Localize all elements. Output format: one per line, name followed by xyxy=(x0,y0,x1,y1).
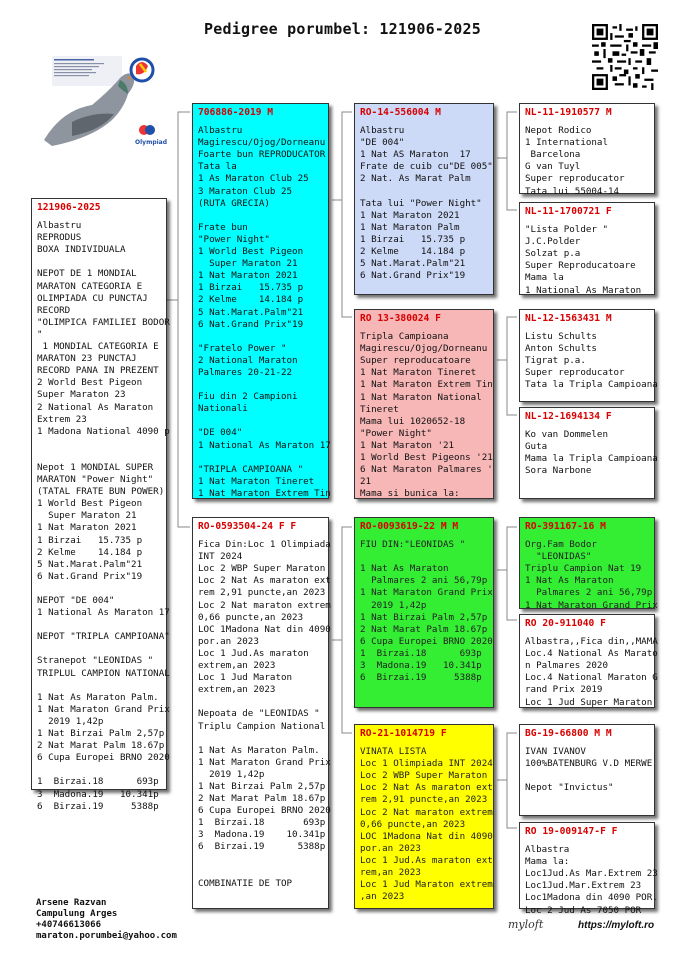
ring-number: NL-12-1694134 F xyxy=(525,411,612,422)
pedigree-card-dam-dam xyxy=(354,724,494,909)
pedigree-card-sire xyxy=(192,103,329,499)
pedigree-card-dsd xyxy=(519,614,658,708)
ring-number: NL-11-1910577 M xyxy=(525,107,612,118)
pedigree-card-sire-sire xyxy=(354,103,494,295)
ring-number: RO-0093619-22 M M xyxy=(360,521,459,532)
pedigree-card-sire-dam xyxy=(354,309,494,499)
website-link[interactable]: https://myloft.ro xyxy=(578,920,655,931)
card-description: Ko van Dommelen Guta Mama la Tripla Campioana Sora Narbone xyxy=(525,429,658,477)
page-title: Pedigree porumbel: 121906-2025 xyxy=(204,20,481,38)
pedigree-card-ddd xyxy=(519,822,658,916)
pedigree-card-sss xyxy=(519,103,655,197)
ring-number: 706886-2019 M xyxy=(198,107,274,118)
ring-number: RO-21-1014719 F xyxy=(360,728,447,739)
ring-number: BG-19-66800 M M xyxy=(525,728,612,739)
pedigree-card-main xyxy=(31,198,170,812)
card-description: Nepot Rodico 1 International Barcelona G van Tuyl Super reproducator Tata lui 55004-14 xyxy=(525,125,625,197)
breeder-contact: Arsene Razvan Campulung Arges +40746613066 maraton.porumbei@yahoo.com xyxy=(36,898,177,941)
olympiad-logo-text: Olympiad xyxy=(135,139,168,146)
card-description: Org.Fam Bodor "LEONIDAS" Triplu Campion Nat 19 1 Nat As Maraton Palmares 2 ani 56,79p 1 Nat Maraton Grand Prix xyxy=(525,539,658,611)
ring-number: RO-391167-16 M xyxy=(525,521,606,532)
card-description: IVAN IVANOV 100%BATENBURG V.D MERWE Nepot "Invictus" xyxy=(525,746,653,794)
ring-number: RO-14-556004 M xyxy=(360,107,441,118)
pedigree-card-ssd xyxy=(519,202,655,295)
card-description: "Lista Polder " J.C.Polder Solzat p.a Super Reproducatoare Mama la 1 National As Maraton xyxy=(525,224,642,296)
ring-number: RO 19-009147-F F xyxy=(525,826,618,837)
ring-number: RO 20-911040 F xyxy=(525,618,606,629)
card-description: VINATA LISTA Loc 1 Olimpiada INT 2024 Loc 2 WBP Super Maraton Loc 2 Nat As maraton ext rem 2,91 puncte,an 2023 Loc 2 Nat maraton extrem 0,66 puncte,an 2023 LOC 1Madona Nat din 4090 por.an 2023 Loc 1 Jud.As maraton ext rem,an 2023 Loc 1 Jud Maraton extrem ,an 2023 xyxy=(360,746,493,903)
ring-number: RO 13-380024 F xyxy=(360,313,441,324)
card-description: Fica Din:Loc 1 Olimpiada INT 2024 Loc 2 WBP Super Maraton Loc 2 Nat As maraton ext rem 2,91 puncte,an 2023 Loc 2 Nat maraton extrem 0,66 puncte,an 2023 LOC 1Madona Nat din 4090 por.an 2023 Loc 1 Jud.As maraton extrem,an 2023 Loc 1 Jud Maraton extrem,an 2023 Nepoata de "LEONIDAS " Triplu Campion National 1 Nat As Maraton Palm. 1 Nat Maraton Grand Prix 2019 1,42p 1 Nat Birzai Palm 2,57p 2 Nat Marat Palm 18.67p 6 Cupa Europei BRNO 2020 1 Birzai.18 693p 3 Madona.19 10.341p 6 Birzai.19 5388p COMBINATIE DE TOP xyxy=(198,539,331,889)
pedigree-card-dds xyxy=(519,724,655,816)
ring-number: RO-0593504-24 F F xyxy=(198,521,297,532)
pedigree-card-dam xyxy=(192,517,329,909)
card-description: Albastra Mama la: Loc1Jud.As Mar.Extrem 23 Loc1Jud.Mar.Extrem 23 Loc1Madona din 4090 POR. Loc 2 Jud As 7050 POR xyxy=(525,844,658,916)
pedigree-card-dss xyxy=(519,517,658,611)
pedigree-card-dam-sire xyxy=(354,517,494,708)
pedigree-card-sdd xyxy=(519,407,658,499)
ring-number: NL-12-1563431 M xyxy=(525,313,612,324)
card-description: Albastra,,Fica din,,MAMA Loc.4 National As Marato n Palmares 2020 Loc.4 National Maraton G rand Prix 2019 Loc 1 Jud Super Maraton xyxy=(525,636,658,708)
card-description: Listu Schults Anton Schults Tigrat p.a. Super reproducator Tata la Tripla Campioana xyxy=(525,331,658,391)
card-description: Tripla Campioana Magirescu/Ojog/Dorneanu Super reproducatoare 1 Nat Maraton Tineret 1 Nat Maraton Extrem Tin 1 Nat Maraton National Tineret Mama lui 1020652-18 "Power Night" 1 Nat Maraton '21 1 World Best Pigeons '21 6 Nat Maraton Palmares ' 21 Mama si bunica la: xyxy=(360,331,493,500)
card-description: Albastru Magirescu/Ojog/Dorneanu Foarte bun REPRODUCATOR Tata la 1 As Maraton Club 25 3 Maraton Club 25 (RUTA GRECIA) Frate bun "Power Night" 1 World Best Pigeon Super Maraton 21 1 Nat Maraton 2021 1 Birzai 15.735 p 2 Kelme 14.184 p 5 Nat.Marat.Palm"21 6 Nat.Grand Prix"19 "Fratelo Power " 2 National Maraton Palmares 20-21-22 Fiu din 2 Campioni Nationali "DE 004" 1 National As Maraton 17 "TRIPLA CAMPIOANA " 1 Nat Maraton Tineret 1 Nat Maraton Extrem Tin xyxy=(198,125,331,499)
myloft-logo: myloft xyxy=(508,918,544,931)
card-description: Albastru REPRODUS BOXA INDIVIDUALA NEPOT DE 1 MONDIAL MARATON CATEGORIA E OLIMPIADA CU PUNCTAJ RECORD "OLIMPICA FAMILIEI BODOR " 1 MONDIAL CATEGORIA E MARATON 23 PUNCTAJ RECORD PANA IN PREZENT 2 World Best Pigeon Super Maraton 23 2 National As Maraton Extrem 23 1 Madona National 4090 p Nepot 1 MONDIAL SUPER MARATON "Power Night" (TATAL FRATE BUN POWER) 1 World Best Pigeon Super Maraton 21 1 Nat Maraton 2021 1 Birzai 15.735 p 2 Kelme 14.184 p 5 Nat.Marat.Palm"21 6 Nat.Grand Prix"19 NEPOT "DE 004" 1 National As Maraton 17 NEPOT "TRIPLA CAMPIOANA" Stranepot "LEONIDAS " TRIPLUL CAMPION NATIONAL 1 Nat As Maraton Palm. 1 Nat Maraton Grand Prix 2019 1,42p 1 Nat Birzai Palm 2,57p 2 Nat Marat Palm 18.67p 6 Cupa Europei BRNO 2020 1 Birzai.18 693p 3 Madona.19 10.341p 6 Birzai.19 5388p xyxy=(37,220,170,812)
card-description: FIU DIN:"LEONIDAS " 1 Nat As Maraton Palmares 2 ani 56,79p 1 Nat Maraton Grand Prix 2019 1,42p 1 Nat Birzai Palm 2,57p 2 Nat Marat Palm 18.67p 6 Cupa Europei BRNO 2020 1 Birzai.18 693p 3 Madona.19 10.341p 6 Birzai.19 5388p xyxy=(360,539,493,684)
card-description: Albastru "DE 004" 1 Nat AS Maraton 17 Frate de cuib cu"DE 005" 2 Nat. As Marat Palm Tata lui "Power Night" 1 Nat Maraton 2021 1 Nat Maraton Palm 1 Birzai 15.735 p 2 Kelme 14.184 p 5 Nat.Marat.Palm"21 6 Nat.Grand Prix"19 xyxy=(360,125,493,282)
pedigree-card-sds xyxy=(519,309,658,402)
ring-number: 121906-2025 xyxy=(37,202,101,213)
ring-number: NL-11-1700721 F xyxy=(525,206,612,217)
